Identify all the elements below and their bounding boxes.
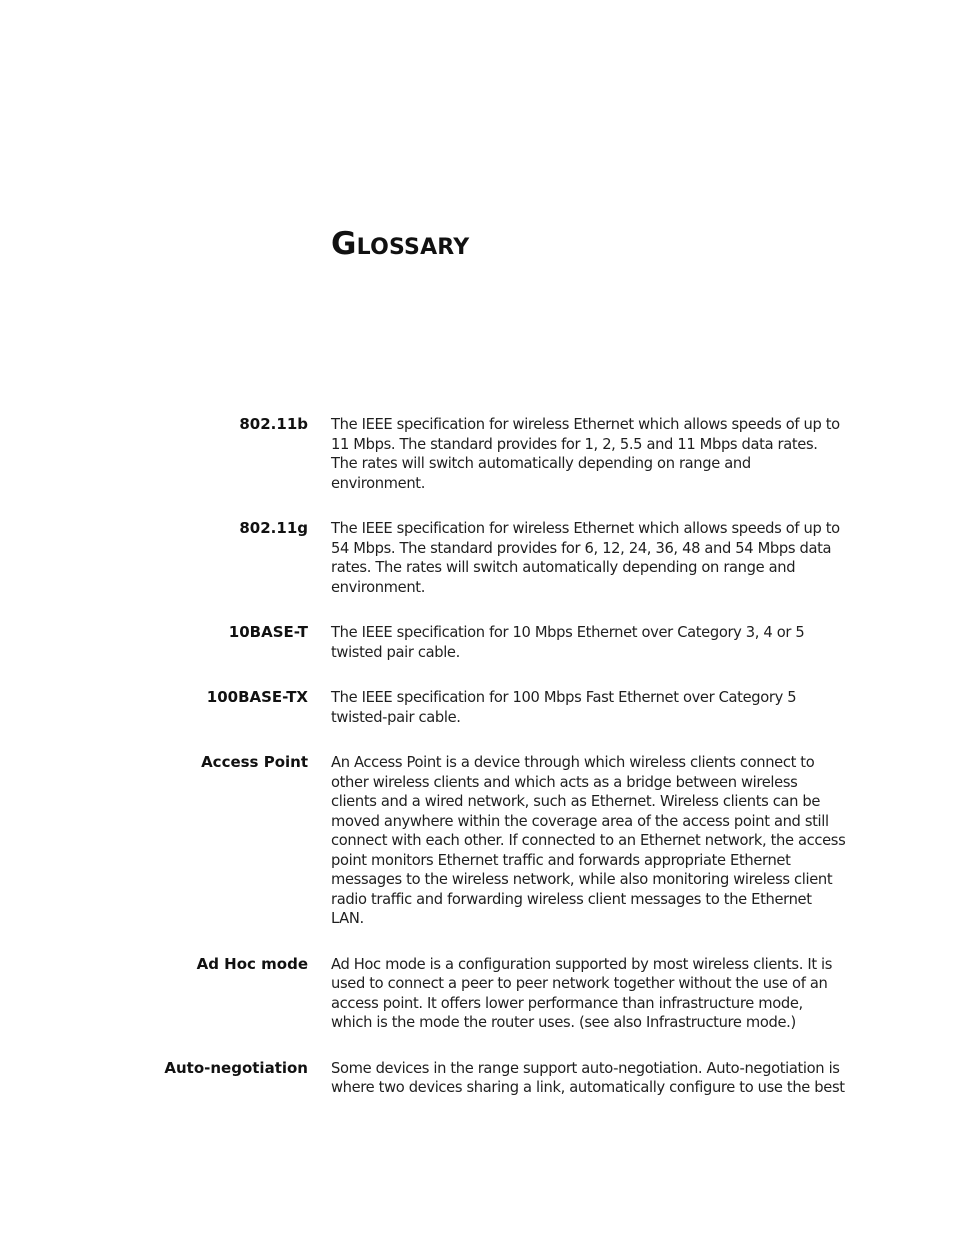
glossary-entry-access-point <box>0 753 954 929</box>
glossary-entry-ad-hoc-mode <box>0 955 954 1033</box>
glossary-list <box>0 415 954 1098</box>
glossary-definition: Some devices in the range support auto-negotiation. Auto-negotiation is where two devices sharing a link, automatically configure to use the best <box>331 1059 845 1096</box>
glossary-entry-802-11b <box>0 415 954 493</box>
glossary-term: 100BASE-TX <box>206 688 308 706</box>
glossary-term: 10BASE-T <box>228 623 308 641</box>
glossary-entry-10base-t <box>0 623 954 662</box>
glossary-term: Access Point <box>201 753 308 771</box>
glossary-definition: The IEEE specification for wireless Ethernet which allows speeds of up to 54 Mbps. The standard provides for 6, 12, 24, 36, 48 and 54 Mbps data rates. The rates will switch automatically depending on range and environment. <box>331 520 840 596</box>
page-title: Glossary <box>331 226 470 262</box>
glossary-entry-auto-negotiation <box>0 1059 954 1098</box>
glossary-entry-802-11g <box>0 519 954 597</box>
glossary-definition: An Access Point is a device through which wireless clients connect to other wireless clients and which acts as a bridge between wireless clients and a wired network, such as Ethernet. Wireless clients can be moved anywhere within the coverage area of the access point and still connect with each other. If connected to an Ethernet network, the access point monitors Ethernet traffic and forwards appropriate Ethernet messages to the wireless network, while also monitoring wireless client radio traffic and forwarding wireless client messages to the Ethernet LAN. <box>331 754 846 927</box>
glossary-definition: The IEEE specification for 10 Mbps Ethernet over Category 3, 4 or 5 twisted pair cable. <box>331 624 805 661</box>
glossary-term: Ad Hoc mode <box>196 954 308 973</box>
glossary-entry-100base-tx <box>0 688 954 727</box>
glossary-term: 802.11g <box>239 519 308 537</box>
glossary-definition: The IEEE specification for wireless Ethernet which allows speeds of up to 11 Mbps. The standard provides for 1, 2, 5.5 and 11 Mbps data rates. The rates will switch automatically depending on range and environment. <box>331 416 840 492</box>
glossary-definition: The IEEE specification for 100 Mbps Fast Ethernet over Category 5 twisted-pair cable. <box>331 689 797 726</box>
glossary-definition: Ad Hoc mode is a configuration supported by most wireless clients. It is used to connect a peer to peer network together without the use of an access point. It offers lower performance than infrastructure mode, which is the mode the router uses. (see also Infrastructure mode.) <box>331 955 833 1031</box>
glossary-term: Auto-negotiation <box>164 1058 308 1077</box>
glossary-term: 802.11b <box>239 415 308 433</box>
